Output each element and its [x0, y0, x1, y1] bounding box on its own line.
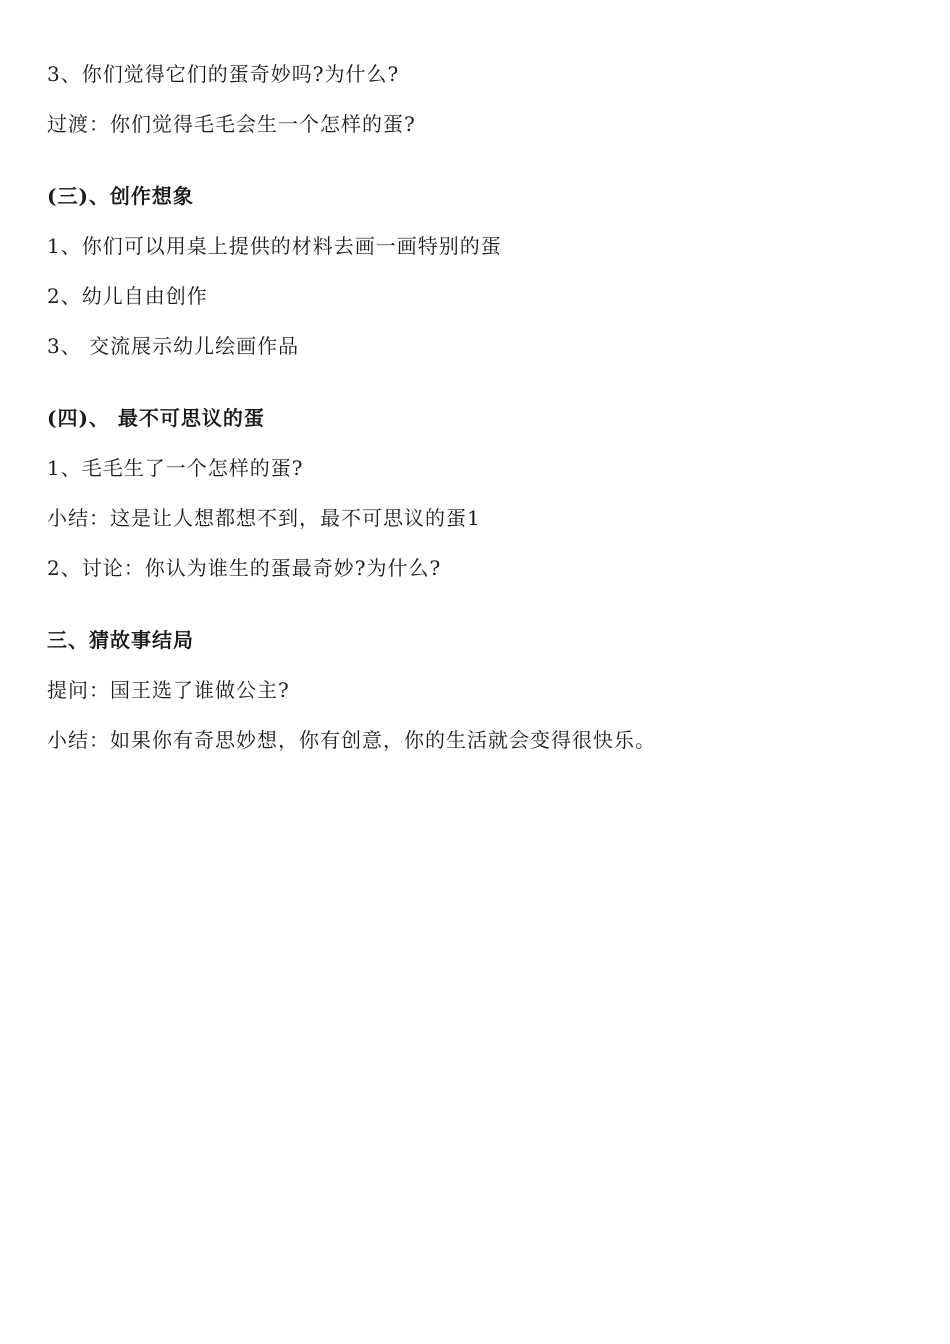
list-item: 1、你们可以用桌上提供的材料去画一画特别的蛋: [47, 234, 502, 258]
paragraph: 小结：如果你有奇思妙想，你有创意，你的生活就会变得很快乐。: [47, 728, 656, 752]
list-item: 2、幼儿自由创作: [47, 284, 208, 308]
list-item: 2、讨论：你认为谁生的蛋最奇妙?为什么?: [47, 556, 442, 580]
paragraph: 提问：国王选了谁做公主?: [47, 678, 290, 702]
list-item: 3、 交流展示幼儿绘画作品: [47, 334, 300, 358]
section-heading: 三、猜故事结局: [47, 628, 194, 652]
section-heading: (三)、创作想象: [47, 184, 194, 208]
paragraph: 过渡：你们觉得毛毛会生一个怎样的蛋?: [47, 112, 416, 136]
section-heading: (四)、 最不可思议的蛋: [47, 406, 265, 430]
list-item: 1、毛毛生了一个怎样的蛋?: [47, 456, 304, 480]
paragraph: 小结：这是让人想都想不到，最不可思议的蛋1: [47, 506, 481, 530]
list-item: 3、你们觉得它们的蛋奇妙吗?为什么?: [47, 62, 400, 86]
